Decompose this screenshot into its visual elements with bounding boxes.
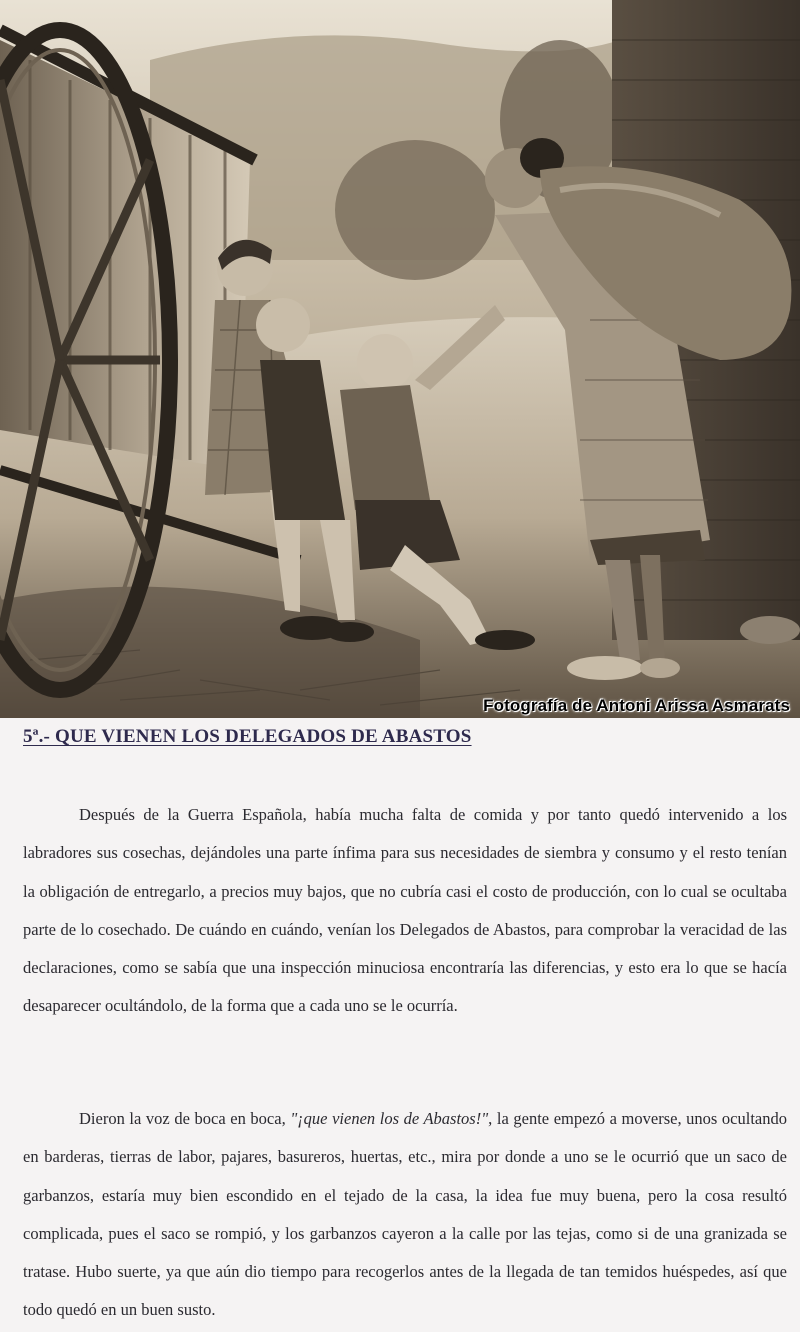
paragraph-2-text-after: , la gente empezó a moverse, unos ocultando en barderas, tierras de labor, pajares, basureros, huertas, etc., mira por donde a uno se le ocurrió que un saco de garbanzos, estaría muy bien escondido en el tejado de la casa, la idea fue muy buena, pero la cosa resultó complicada, pues el saco se rompió, y los garbanzos cayeron a la calle por las tejas, como si de una granizada se tratase. Hubo suerte, ya que aún dio tiempo para recogerlos antes de la llegada de tan temidos huéspedes, así que todo quedó en un buen susto. [23, 1109, 787, 1320]
paragraph-2-quote: "¡que vienen los de Abastos!" [290, 1109, 489, 1128]
paragraph-1 [23, 796, 787, 1026]
section-heading: 5ª.- QUE VIENEN LOS DELEGADOS DE ABASTOS [23, 726, 472, 747]
stone [740, 616, 800, 644]
bush [335, 140, 495, 280]
document-body [0, 718, 800, 1332]
paragraph-2-text-before: Dieron la voz de boca en boca, [79, 1109, 291, 1128]
photo-credit: Fotografía de Antoni Arissa Asmarats [483, 696, 790, 715]
paragraph-1-text: Después de la Guerra Española, había mucha falta de comida y por tanto quedó intervenido a los labradores sus cosechas, dejándoles una parte ínfima para sus necesidades de siembra y consumo y el resto tenían la obligación de entregarlo, a precios muy bajos, que no cubría casi el costo de producción, con lo cual se ocultaba parte de lo cosechado. De cuándo en cuándo, venían los Delegados de Abastos, para comprobar la veracidad de las declaraciones, como se sabía que una inspección minuciosa encontraría las diferencias, y esto era lo que se hacía desaparecer ocultándolo, de la forma que a cada uno se le ocurría. [23, 805, 787, 1016]
paragraph-2 [23, 1100, 787, 1330]
